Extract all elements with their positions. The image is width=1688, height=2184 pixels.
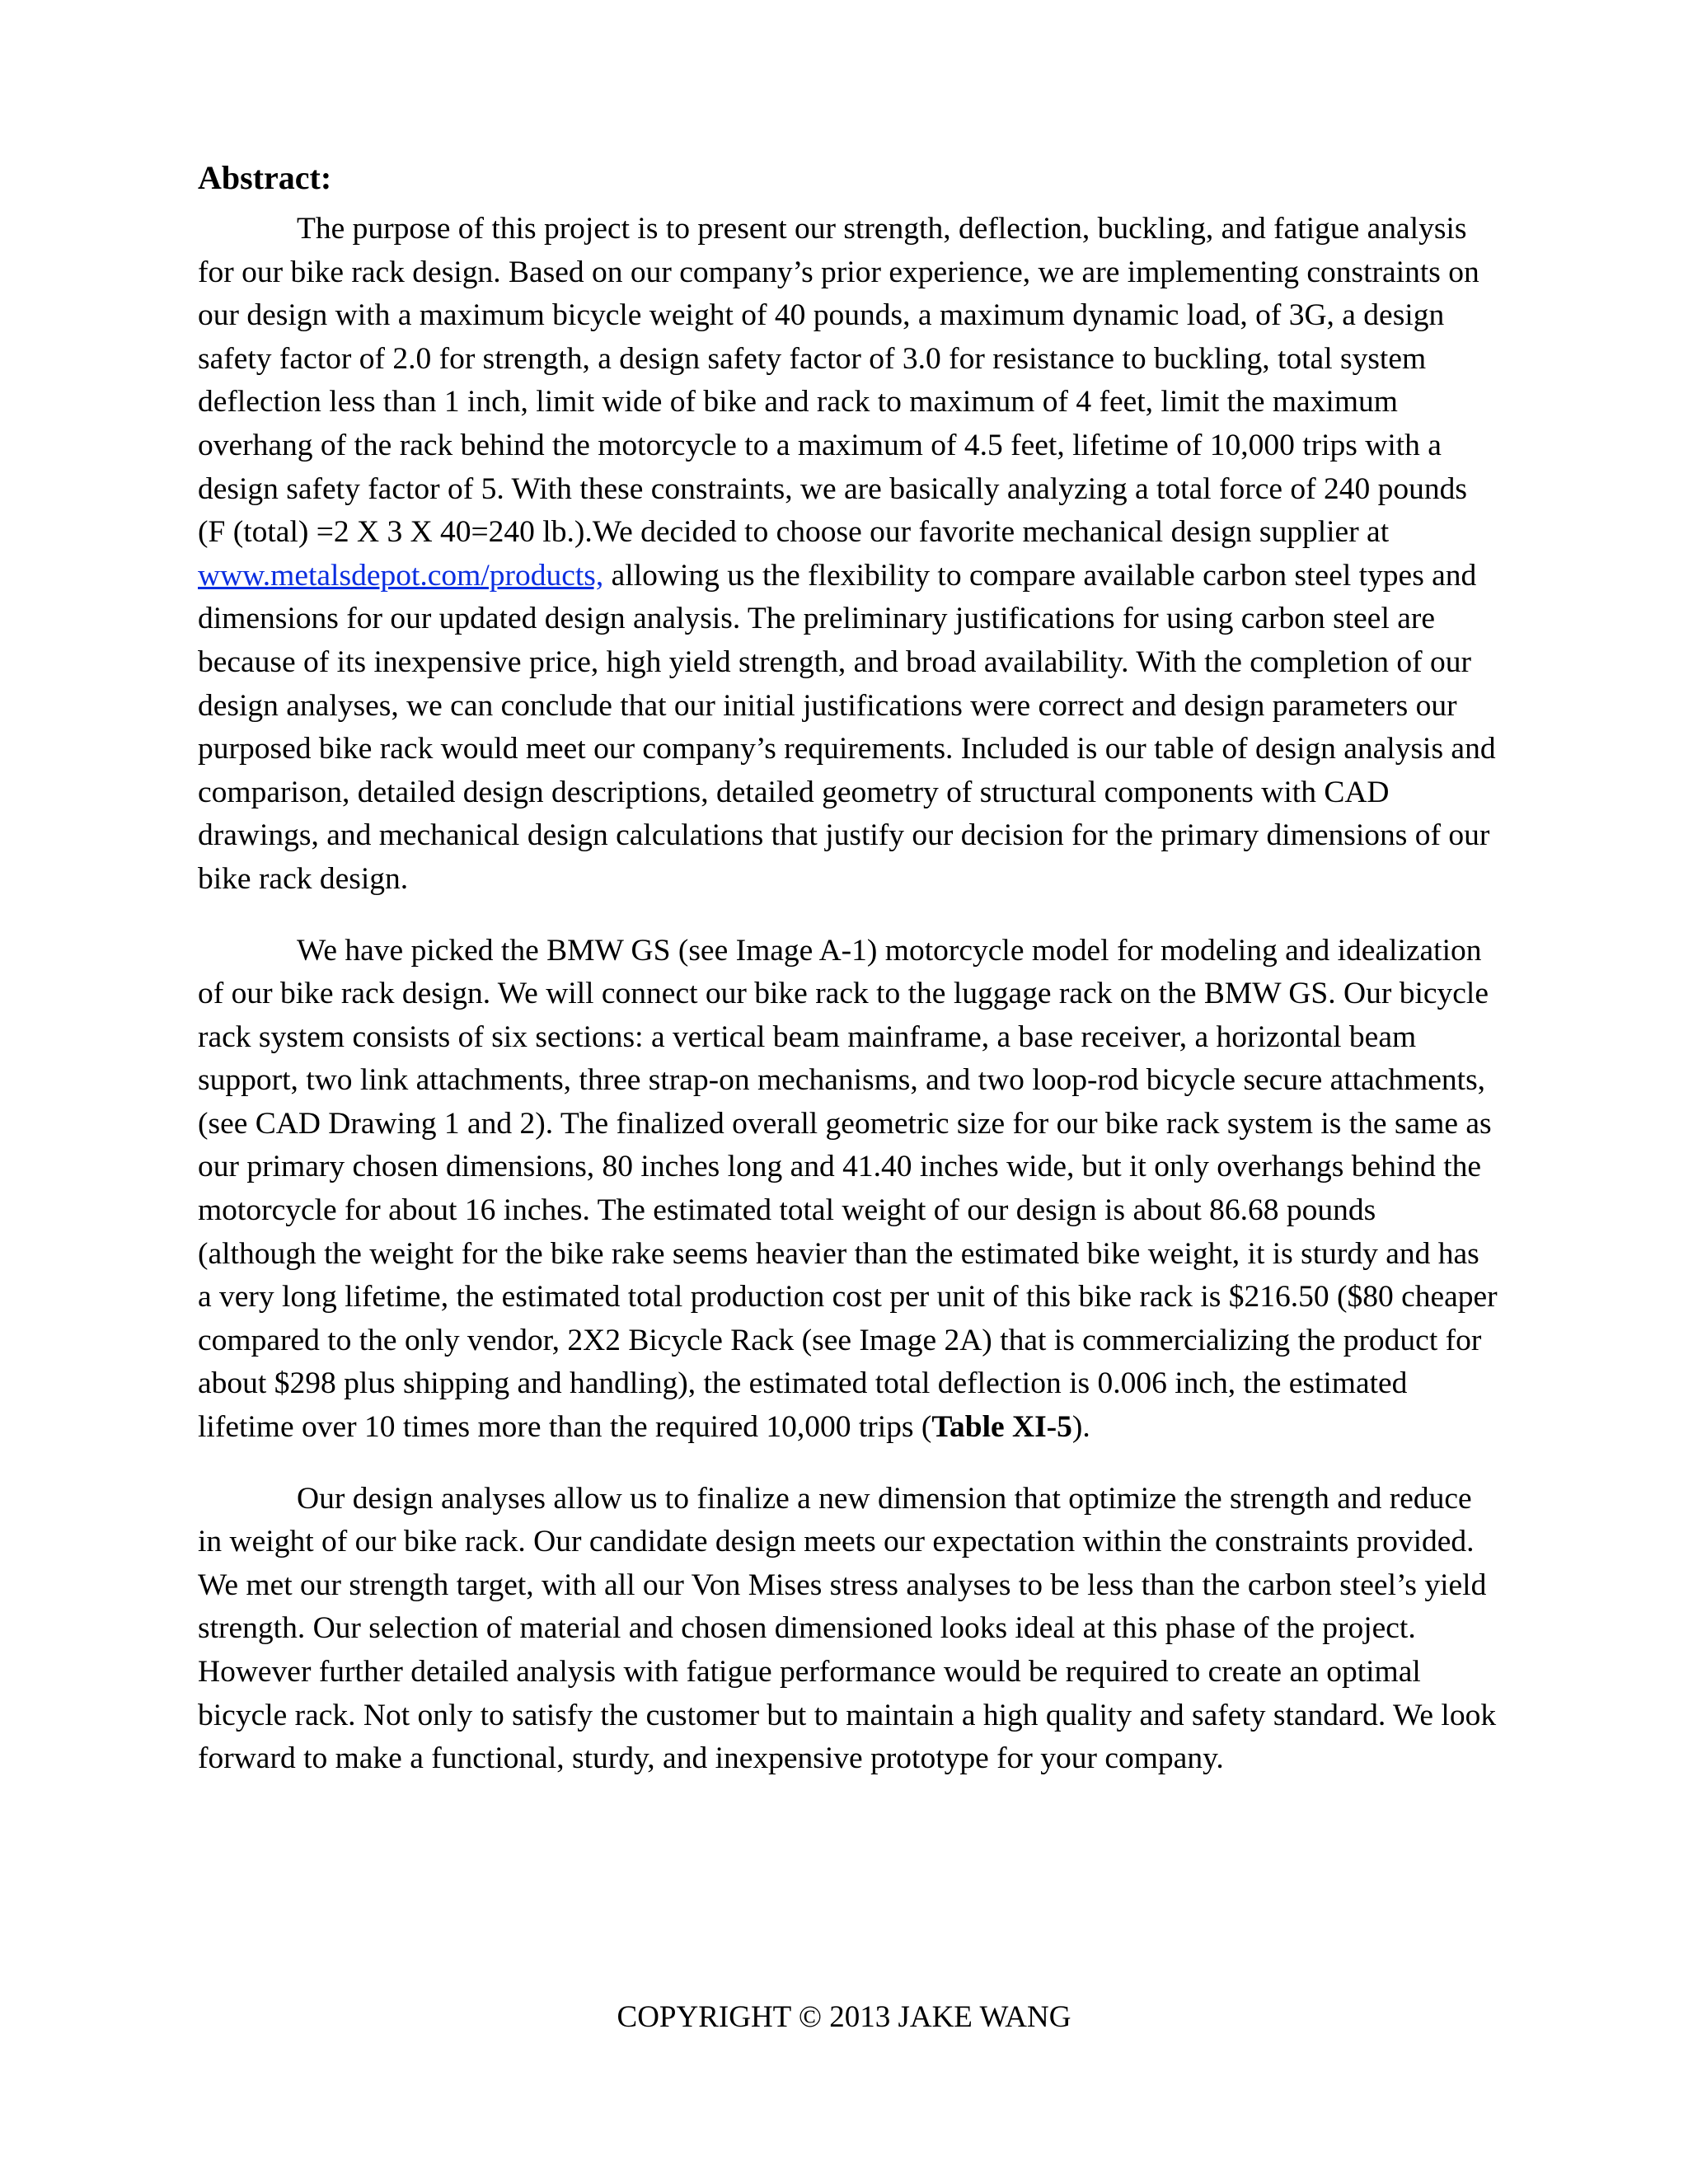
paragraph-purpose bbox=[198, 208, 1500, 902]
copyright-footer: COPYRIGHT © 2013 JAKE WANG bbox=[617, 2000, 1071, 2034]
document-page bbox=[198, 157, 1500, 1809]
paragraph-design-description bbox=[198, 930, 1500, 1450]
paragraph-purpose-text-end: allowing us the flexibility to compare available carbon steel types and dimensions for our updated design analysis. The preliminary justifications for using carbon steel are because of its inexpensive price, high yield strength, and broad availability. With the completion of our design analyses, we can conclude that our initial justifications were correct and design parameters our purposed bike rack would meet our company’s requirements. Included is our table of design analysis and comparison, detailed design descriptions, detailed geometry of structural components with CAD drawings, and mechanical design calculations that justify our decision for the primary dimensions of our bike rack design. bbox=[198, 558, 1496, 896]
table-reference: Table XI-5 bbox=[931, 1410, 1072, 1445]
paragraph-conclusion: Our design analyses allow us to finalize a new dimension that optimize the strength and reduce in weight of our bike rack. Our candidate design meets our expectation within the constraints provided. We met our strength target, with all our Von Mises stress analyses to be less than the carbon steel’s yield strength. Our selection of material and chosen dimensioned looks ideal at this phase of the project. However further detailed analysis with fatigue performance would be required to create an optimal bicycle rack. Not only to satisfy the customer but to maintain a high quality and safety standard. We look forward to make a functional, sturdy, and inexpensive prototype for your company. bbox=[198, 1481, 1497, 1776]
abstract-heading: Abstract: bbox=[198, 159, 332, 196]
paragraph-design-text-end: ). bbox=[1071, 1410, 1090, 1445]
paragraph-purpose-text-start: The purpose of this project is to present our strength, deflection, buckling, and fatigue analysis for our bike rack design. Based on our company’s prior experience, we are implementing constraints on our design with a maximum bicycle weight of 40 pounds, a maximum dynamic load, of 3G, a design safety factor of 2.0 for strength, a design safety factor of 3.0 for resistance to buckling, total system deflection less than 1 inch, limit wide of bike and rack to maximum of 4 feet, limit the maximum overhang of the rack behind the motorcycle to a maximum of 4.5 feet, lifetime of 10,000 trips with a design safety factor of 5. With these constraints, we are basically analyzing a total force of 240 pounds (F (total) =2 X 3 X 40=240 lb.).We decided to choose our favorite mechanical design supplier at bbox=[198, 212, 1479, 550]
paragraph-design-text-start: We have picked the BMW GS (see Image A-1) motorcycle model for modeling and idealization of our bike rack design. We will connect our bike rack to the luggage rack on the BMW GS. Our bicycle rack system consists of six sections: a vertical beam mainframe, a base receiver, a horizontal beam support, two link attachments, three strap-on mechanisms, and two loop-rod bicycle secure attachments, (see CAD Drawing 1 and 2). The finalized overall geometric size for our bike rack system is the same as our primary chosen dimensions, 80 inches long and 41.40 inches wide, but it only overhangs behind the motorcycle for about 16 inches. The estimated total weight of our design is about 86.68 pounds (although the weight for the bike rake seems heavier than the estimated bike weight, it is sturdy and has a very long lifetime, the estimated total production cost per unit of this bike rack is $216.50 ($80 cheaper compared to the only vendor, 2X2 Bicycle Rack (see Image 2A) that is commercializing the product for about $298 plus shipping and handling), the estimated total deflection is 0.006 inch, the estimated lifetime over 10 times more than the required 10,000 trips ( bbox=[198, 933, 1498, 1445]
supplier-link[interactable]: www.metalsdepot.com/products, bbox=[198, 558, 604, 593]
